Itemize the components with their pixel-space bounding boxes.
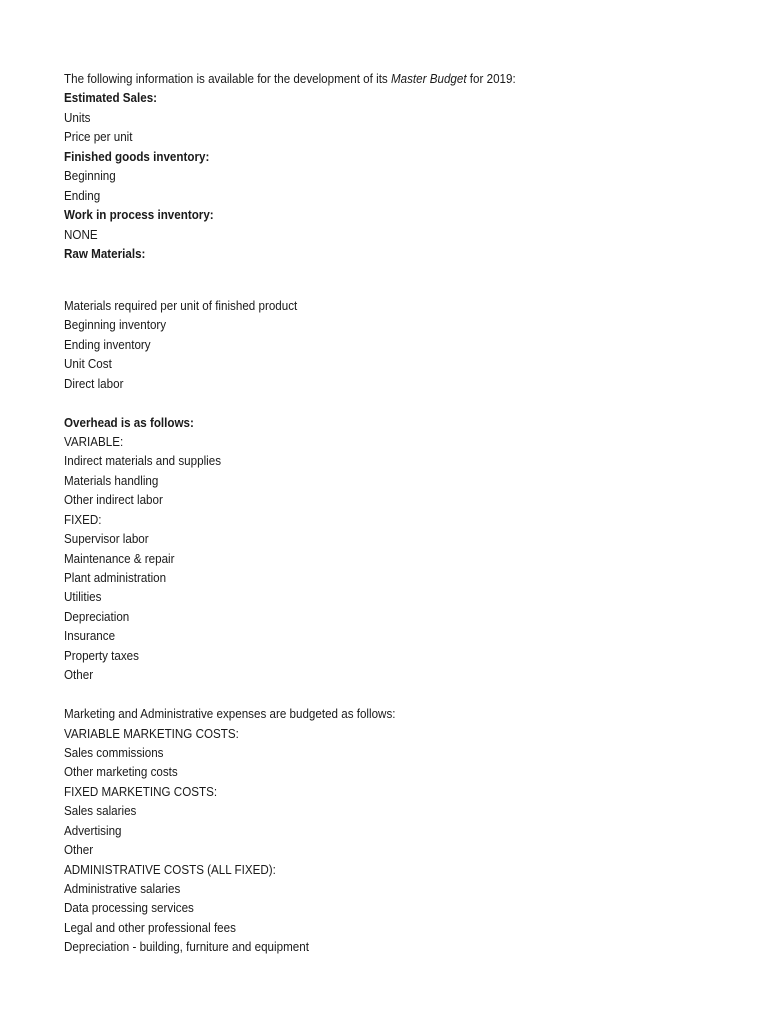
list-item: Other [64, 668, 94, 683]
spacer [64, 394, 744, 413]
list-item: Data processing services [64, 901, 194, 916]
list-item: Maintenance & repair [64, 551, 175, 566]
list-item: Legal and other professional fees [64, 920, 236, 935]
list-item: Other indirect labor [64, 493, 163, 508]
list-item: Depreciation - building, furniture and equipment [64, 940, 309, 955]
intro-text: The following information is available for the development of its [64, 72, 391, 86]
list-item: Beginning [64, 169, 116, 184]
list-item: Administrative salaries [64, 882, 181, 896]
list-item: Ending [64, 188, 101, 203]
intro-italic: Master Budget [390, 72, 467, 86]
heading-finished-goods: Finished goods inventory: [64, 149, 210, 164]
subheading-admin-costs: ADMINISTRATIVE COSTS (ALL FIXED): [64, 862, 276, 877]
list-item: Sales salaries [64, 804, 137, 819]
heading-overhead: Overhead is as follows: [64, 415, 194, 430]
list-item: Utilities [64, 590, 102, 605]
heading-work-in-process: Work in process inventory: [64, 208, 214, 223]
list-item: Units [64, 110, 91, 125]
spacer [64, 264, 744, 297]
list-item: Advertising [64, 823, 122, 838]
intro-line [64, 70, 696, 89]
subheading-fixed: FIXED: [64, 512, 102, 527]
list-item: Unit Cost [64, 357, 112, 372]
subheading-variable: VARIABLE: [64, 434, 124, 449]
list-item: Materials required per unit of finished product [64, 298, 298, 313]
heading-estimated-sales: Estimated Sales: [64, 91, 158, 106]
subheading-variable-marketing: VARIABLE MARKETING COSTS: [64, 726, 239, 741]
list-item: Indirect materials and supplies [64, 454, 222, 469]
heading-raw-materials: Raw Materials: [64, 246, 146, 261]
list-item: Supervisor labor [64, 532, 149, 547]
list-item: Materials handling [64, 473, 159, 488]
list-item: Sales commissions [64, 745, 164, 760]
mkt-admin-intro: Marketing and Administrative expenses are budgeted as follows: [64, 707, 396, 722]
list-item: Plant administration [64, 571, 167, 585]
list-item: NONE [64, 227, 98, 242]
list-item: Ending inventory [64, 337, 151, 352]
list-item: Other [64, 843, 94, 858]
intro-text-end: for 2019: [466, 72, 516, 86]
list-item: Property taxes [64, 648, 139, 663]
spacer [64, 686, 744, 705]
list-item: Beginning inventory [64, 318, 167, 333]
list-item: Direct labor [64, 376, 124, 391]
list-item: Price per unit [64, 130, 133, 145]
document-body [64, 70, 744, 958]
list-item: Insurance [64, 629, 116, 644]
list-item: Depreciation [64, 609, 130, 624]
subheading-fixed-marketing: FIXED MARKETING COSTS: [64, 784, 218, 799]
list-item: Other marketing costs [64, 765, 178, 780]
